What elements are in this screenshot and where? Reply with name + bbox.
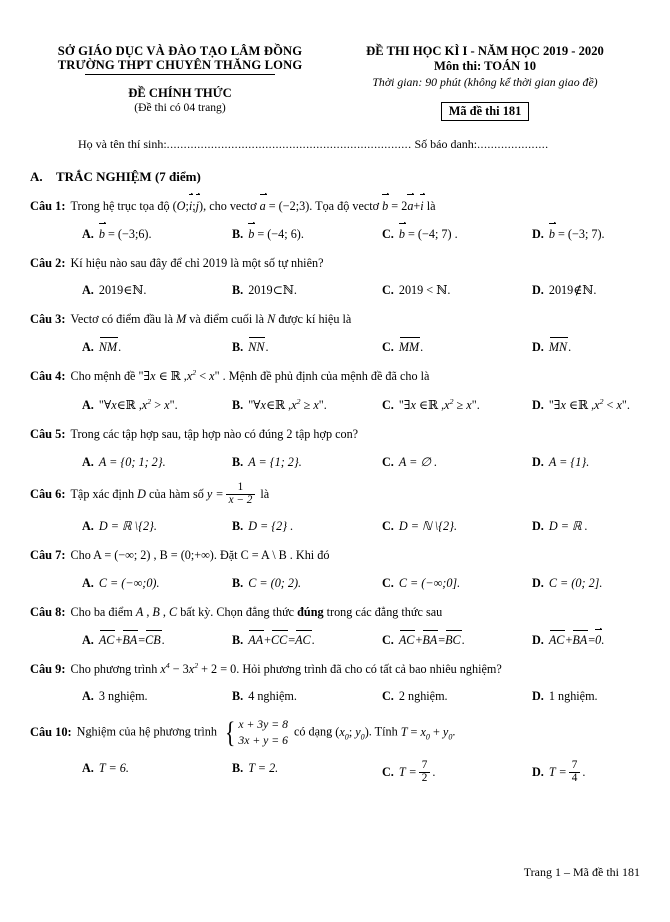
option-b[interactable] xyxy=(232,455,382,470)
option-letter: C. xyxy=(382,226,394,241)
stem-text-2: và điểm cuối là xyxy=(189,312,265,327)
option-c[interactable] xyxy=(382,689,532,704)
vector-b: b xyxy=(382,198,389,213)
vector-1: AC xyxy=(548,632,565,647)
question-label: Câu 9: xyxy=(30,661,66,676)
option-a[interactable]: A. b = (−3;6). xyxy=(82,226,152,241)
operator: + xyxy=(415,632,423,647)
option-b[interactable]: B. "∀x∈ℝ $,x^2 \ge x$". xyxy=(232,396,327,412)
option-a[interactable] xyxy=(82,455,232,470)
question-stem xyxy=(30,255,640,272)
option-letter: D. xyxy=(532,519,544,534)
option-letter: A. xyxy=(82,575,94,590)
official-label: ĐỀ CHÍNH THỨC xyxy=(128,86,232,101)
option-row xyxy=(30,443,640,470)
equals: = xyxy=(438,632,446,647)
fraction xyxy=(226,482,256,507)
option-tail: . xyxy=(420,339,424,354)
option-letter: A. xyxy=(82,519,94,534)
solution-pair: ($x_0$; $y_0$) xyxy=(335,724,369,742)
stem-text-3: . Tính xyxy=(368,724,398,739)
operator: + xyxy=(565,632,573,647)
option-expression: C = (0; 2). xyxy=(248,575,302,590)
option-expression: 2 nghiệm. xyxy=(398,689,448,704)
candidate-info-line xyxy=(30,137,640,152)
option-expression: A = {1; 2}. xyxy=(248,454,302,469)
option-expression: C = (−∞;0]. xyxy=(398,575,461,590)
option-expression: C = (0; 2]. xyxy=(548,575,603,590)
question-label: Câu 8: xyxy=(30,604,66,619)
option-letter: B. xyxy=(232,689,244,704)
stem-emphasis: đúng xyxy=(297,604,324,619)
question-label: Câu 2: xyxy=(30,255,66,270)
option-tail: . xyxy=(265,339,269,354)
option-tail: . xyxy=(432,765,436,780)
option-b[interactable] xyxy=(232,519,382,534)
option-expression: T = xyxy=(398,765,417,780)
option-d[interactable] xyxy=(532,340,571,355)
option-d[interactable] xyxy=(532,455,589,470)
stem-text: Nghiệm của hệ phương trình xyxy=(76,724,217,739)
option-relation: ∈ xyxy=(123,283,133,298)
operator: + xyxy=(115,632,123,647)
vector-1: AA xyxy=(248,632,264,647)
vector-notation: MM xyxy=(398,339,420,354)
option-row xyxy=(30,215,640,242)
exam-subject: Môn thi: TOÁN 10 xyxy=(433,59,537,74)
option-letter: D. xyxy=(532,339,544,354)
fraction-denominator: 2 xyxy=(419,772,431,785)
question-label: Câu 5: xyxy=(30,426,66,441)
option-letter: C. xyxy=(382,632,394,647)
option-d[interactable]: D. b = (−3; 7). xyxy=(532,226,605,241)
option-c[interactable] xyxy=(382,455,532,470)
option-letter: A. xyxy=(82,632,94,647)
option-letter: A. xyxy=(82,339,94,354)
question-label: Câu 3: xyxy=(30,312,66,327)
option-relation: ∉ xyxy=(573,283,583,298)
option-tail: . xyxy=(568,339,572,354)
option-c[interactable] xyxy=(382,283,532,298)
option-c[interactable] xyxy=(382,576,532,591)
fraction-numerator: 7 xyxy=(571,759,578,772)
stem-text: Cho mệnh đề "∃x ∈ ℝ $,x^2 < x$" . Mệnh đề phủ định của mệnh đề đã cho là xyxy=(70,367,430,384)
stem-text: Cho A = (−∞; 2) , B = (0;+∞). Đặt C = A \ B . Khi đó xyxy=(70,548,330,563)
stem-text-3: là xyxy=(260,486,270,501)
exam-code-wrapper xyxy=(330,102,640,121)
system-equations xyxy=(238,717,288,749)
option-d[interactable] xyxy=(532,576,602,591)
option-expression: A = ∅ . xyxy=(398,454,438,469)
option-expression: T = xyxy=(548,765,567,780)
option-letter: C. xyxy=(382,283,394,298)
question-9 xyxy=(30,648,640,705)
option-letter: C. xyxy=(382,765,394,780)
option-number: 2019 xyxy=(98,283,124,298)
option-c[interactable] xyxy=(382,633,532,648)
system-eq-2: 3x + y = 6 xyxy=(238,733,288,747)
candidate-sbd-field[interactable]: ..................... xyxy=(477,136,549,151)
stem-text-2: . Hỏi phương trình đã cho có tất cả bao nhiêu nghiệm? xyxy=(236,661,502,676)
option-c[interactable]: C. "∃x ∈ℝ $,x^2 \ge x$". xyxy=(382,396,480,412)
option-a[interactable] xyxy=(82,576,232,591)
stem-text-4: . xyxy=(452,724,456,739)
option-letter: A. xyxy=(82,226,94,241)
stem-text-2: , cho vectơ xyxy=(203,198,257,213)
question-stem xyxy=(30,480,640,508)
option-b[interactable] xyxy=(232,633,382,648)
point-m: M xyxy=(176,312,187,327)
question-label: Câu 1: xyxy=(30,198,66,213)
equals: = xyxy=(588,632,596,647)
question-10 xyxy=(30,704,640,785)
vector-notation: NM xyxy=(98,339,118,354)
option-a[interactable] xyxy=(82,340,232,355)
stem-text: Tập xác định xyxy=(70,486,135,501)
question-label: Câu 6: xyxy=(30,486,66,501)
option-letter: A. xyxy=(82,760,94,775)
question-4 xyxy=(30,355,640,413)
equation-system xyxy=(223,717,288,749)
question-label: Câu 10: xyxy=(30,724,72,739)
vector-notation: MN xyxy=(548,339,568,354)
option-tail: . xyxy=(118,339,122,354)
option-tail: . xyxy=(447,283,451,298)
option-relation: ⊂ xyxy=(272,283,283,298)
section-title: TRẮC NGHIỆM (7 điểm) xyxy=(56,168,201,184)
school-name: TRƯỜNG THPT CHUYÊN THĂNG LONG xyxy=(57,58,303,73)
option-letter: C. xyxy=(382,339,394,354)
stem-text-3: được kí hiệu là xyxy=(278,312,352,327)
option-row xyxy=(30,507,640,534)
option-letter: D. xyxy=(532,689,544,704)
coordinate-system: (O;i;j) xyxy=(172,198,204,213)
option-row xyxy=(30,385,640,413)
t-definition: $T = x_0 + y_0$ xyxy=(400,724,453,742)
vector-2: BA xyxy=(422,632,438,647)
question-label: Câu 4: xyxy=(30,369,66,384)
option-set: ℕ xyxy=(132,283,144,298)
option-c[interactable] xyxy=(382,340,532,355)
option-b[interactable] xyxy=(232,283,382,298)
option-number: 2019 xyxy=(548,283,574,298)
vector-a-value: = (−2;3) xyxy=(265,198,310,213)
option-a[interactable]: A. "∀x∈ℝ $,x^2 > x$". xyxy=(82,396,178,412)
option-set: ℕ xyxy=(436,283,448,298)
option-expression: 1 nghiệm. xyxy=(548,689,598,704)
vector-3: CB xyxy=(145,632,161,647)
fraction xyxy=(569,760,581,785)
question-1 xyxy=(30,185,640,242)
option-letter: D. xyxy=(532,632,544,647)
option-a[interactable] xyxy=(82,633,232,648)
section-heading xyxy=(30,169,640,185)
option-tail: . xyxy=(311,632,315,647)
vector-2: CC xyxy=(270,632,288,647)
question-stem xyxy=(30,368,640,385)
option-letter: B. xyxy=(232,283,244,298)
option-letter: A. xyxy=(82,283,94,298)
document-header xyxy=(0,0,670,121)
option-expression: C = (−∞;0). xyxy=(98,575,160,590)
vector-notation: NN xyxy=(248,339,265,354)
question-stem xyxy=(30,198,640,215)
stem-text: Cho phương trình xyxy=(70,661,158,676)
stem-text-4: là xyxy=(426,198,436,213)
stem-text-3: . Tọa độ vectơ xyxy=(309,198,380,213)
option-letter: C. xyxy=(382,689,394,704)
vector-b-expr: = 2a+i xyxy=(388,198,424,213)
function-lhs: y = xyxy=(206,486,224,501)
option-b[interactable] xyxy=(232,576,382,591)
section-letter: A. xyxy=(30,168,43,184)
exam-code-badge: Mã đề thi 181 xyxy=(441,102,530,121)
option-letter: B. xyxy=(232,575,244,590)
option-expression: A = {0; 1; 2}. xyxy=(98,454,166,469)
option-letter: B. xyxy=(232,397,244,412)
fraction-numerator: 1 xyxy=(237,480,244,493)
option-letter: A. xyxy=(82,454,94,469)
option-letter: B. xyxy=(232,454,244,469)
option-a[interactable] xyxy=(82,519,232,534)
option-row xyxy=(30,564,640,591)
vector-a: a xyxy=(259,198,266,213)
stem-text: Trong các tập hợp sau, tập hợp nào có đúng 2 tập hợp con? xyxy=(70,426,359,441)
option-row xyxy=(30,677,640,704)
stem-text-2: có dạng xyxy=(294,724,333,739)
option-expression: D = ℝ . xyxy=(548,519,588,534)
option-c[interactable]: C. b = (−4; 7) . xyxy=(382,226,458,241)
stem-text-2: của hàm số xyxy=(149,486,204,501)
option-row xyxy=(30,328,640,355)
option-set: ℕ xyxy=(582,283,594,298)
system-eq-1: x + 3y = 8 xyxy=(238,717,288,731)
vector-1: AC xyxy=(398,632,415,647)
option-expression: 3 nghiệm. xyxy=(98,689,148,704)
equals: = xyxy=(138,632,146,647)
option-number: 2019 xyxy=(248,283,273,298)
option-tail: . xyxy=(293,283,297,298)
option-tail: . xyxy=(461,632,465,647)
option-d[interactable] xyxy=(532,761,585,786)
stem-text: Vectơ có điểm đầu là xyxy=(70,312,174,327)
stem-text: Trong hệ trục tọa độ xyxy=(70,198,170,213)
left-brace: { xyxy=(225,715,236,749)
equals: = xyxy=(288,632,296,647)
option-expression: T = 2. xyxy=(248,760,279,775)
operator: + xyxy=(264,632,271,647)
option-relation: < xyxy=(426,283,434,298)
vector-3: AC xyxy=(295,632,311,647)
candidate-name-label: Họ và tên thí sinh: xyxy=(78,136,167,151)
department-name: SỞ GIÁO DỤC VÀ ĐÀO TẠO LÂM ĐỒNG xyxy=(57,44,303,58)
option-b[interactable] xyxy=(232,340,382,355)
equation: $x^4 - 3x^2 + 2 = 0$ xyxy=(160,660,237,676)
option-tail: . xyxy=(161,632,165,647)
option-b[interactable] xyxy=(232,689,382,704)
option-letter: D. xyxy=(532,283,544,298)
option-letter: A. xyxy=(82,397,94,412)
option-tail: . xyxy=(593,283,597,298)
option-row xyxy=(30,621,640,648)
option-letter: B. xyxy=(232,760,244,775)
vector-3: BC xyxy=(445,632,461,647)
header-underline xyxy=(85,74,275,75)
option-d[interactable]: D. "∃x ∈ℝ $,x^2 < x$". xyxy=(532,396,630,412)
option-letter: D. xyxy=(532,226,544,241)
option-d[interactable] xyxy=(532,689,598,704)
option-d[interactable] xyxy=(532,519,588,534)
option-d[interactable] xyxy=(532,283,596,298)
option-row xyxy=(30,749,640,786)
option-tail: . xyxy=(143,283,147,298)
option-b[interactable]: B. b = (−4; 6). xyxy=(232,226,304,241)
option-expression: A = {1}. xyxy=(548,454,590,469)
option-letter: D. xyxy=(532,397,544,412)
domain-symbol: D xyxy=(137,486,146,501)
page-footer: Trang 1 – Mã đề thi 181 xyxy=(523,865,640,879)
option-number: 2019 xyxy=(398,283,424,298)
option-c[interactable] xyxy=(382,761,532,786)
option-letter: A. xyxy=(82,689,94,704)
option-letter: D. xyxy=(532,454,544,469)
option-set: ℕ xyxy=(282,283,294,298)
option-c[interactable] xyxy=(382,519,532,534)
vector-2: BA xyxy=(572,632,588,647)
stem-text: Cho ba điểm A , B , C bất kỳ. Chọn đẳng thức đúng trong các đẳng thức sau xyxy=(70,604,443,619)
option-letter: C. xyxy=(382,519,394,534)
option-tail: . xyxy=(582,765,586,780)
question-stem xyxy=(30,604,640,621)
exam-info-block xyxy=(330,44,640,121)
exam-duration: Thời gian: 90 phút (không kể thời gian giao đề) xyxy=(372,74,598,89)
option-letter: B. xyxy=(232,226,244,241)
option-a[interactable] xyxy=(82,283,232,298)
option-letter: C. xyxy=(382,454,394,469)
fraction-denominator: x − 2 xyxy=(226,494,256,507)
option-expression: 4 nghiệm. xyxy=(248,689,297,704)
option-letter: B. xyxy=(232,339,244,354)
option-letter: D. xyxy=(532,575,544,590)
option-letter: C. xyxy=(382,575,394,590)
option-letter: C. xyxy=(382,397,394,412)
vector-2: BA xyxy=(122,632,138,647)
question-5 xyxy=(30,413,640,470)
stem-text: Kí hiệu nào sau đây để chỉ 2019 là một số tự nhiên? xyxy=(70,255,324,270)
option-expression: D = ℕ \{2}. xyxy=(398,519,458,534)
vector-1: AC xyxy=(98,632,115,647)
question-stem xyxy=(30,717,640,749)
option-letter: D. xyxy=(532,765,544,780)
question-3 xyxy=(30,298,640,355)
option-b[interactable] xyxy=(232,761,382,786)
candidate-name-field[interactable]: ........................................................................ xyxy=(166,136,412,151)
question-6 xyxy=(30,470,640,535)
fraction xyxy=(419,760,431,785)
exam-title: ĐỀ THI HỌC KÌ I - NĂM HỌC 2019 - 2020 xyxy=(366,44,604,58)
option-a[interactable] xyxy=(82,761,232,786)
issuing-authority-block xyxy=(30,44,330,121)
option-expression: T = 6. xyxy=(98,760,129,775)
question-2 xyxy=(30,242,640,299)
question-label: Câu 7: xyxy=(30,548,66,563)
fraction-numerator: 7 xyxy=(421,759,428,772)
question-stem xyxy=(30,547,640,564)
option-a[interactable] xyxy=(82,689,232,704)
question-stem xyxy=(30,426,640,443)
question-stem xyxy=(30,661,640,678)
candidate-sbd-label: Số báo danh: xyxy=(414,136,478,151)
question-7 xyxy=(30,534,640,591)
option-letter: B. xyxy=(232,519,244,534)
question-8 xyxy=(30,591,640,648)
option-tail: . xyxy=(601,632,605,647)
option-row xyxy=(30,271,640,298)
zero-vector: 0 xyxy=(595,632,602,647)
question-stem xyxy=(30,311,640,328)
fraction-denominator: 4 xyxy=(569,772,581,785)
option-expression: D = ℝ \{2}. xyxy=(98,519,157,534)
option-d[interactable] xyxy=(532,633,604,648)
option-expression: D = {2} . xyxy=(248,519,294,534)
point-n: N xyxy=(267,312,276,327)
page-count-note: (Đề thi có 04 trang) xyxy=(134,101,226,115)
option-letter: B. xyxy=(232,632,244,647)
